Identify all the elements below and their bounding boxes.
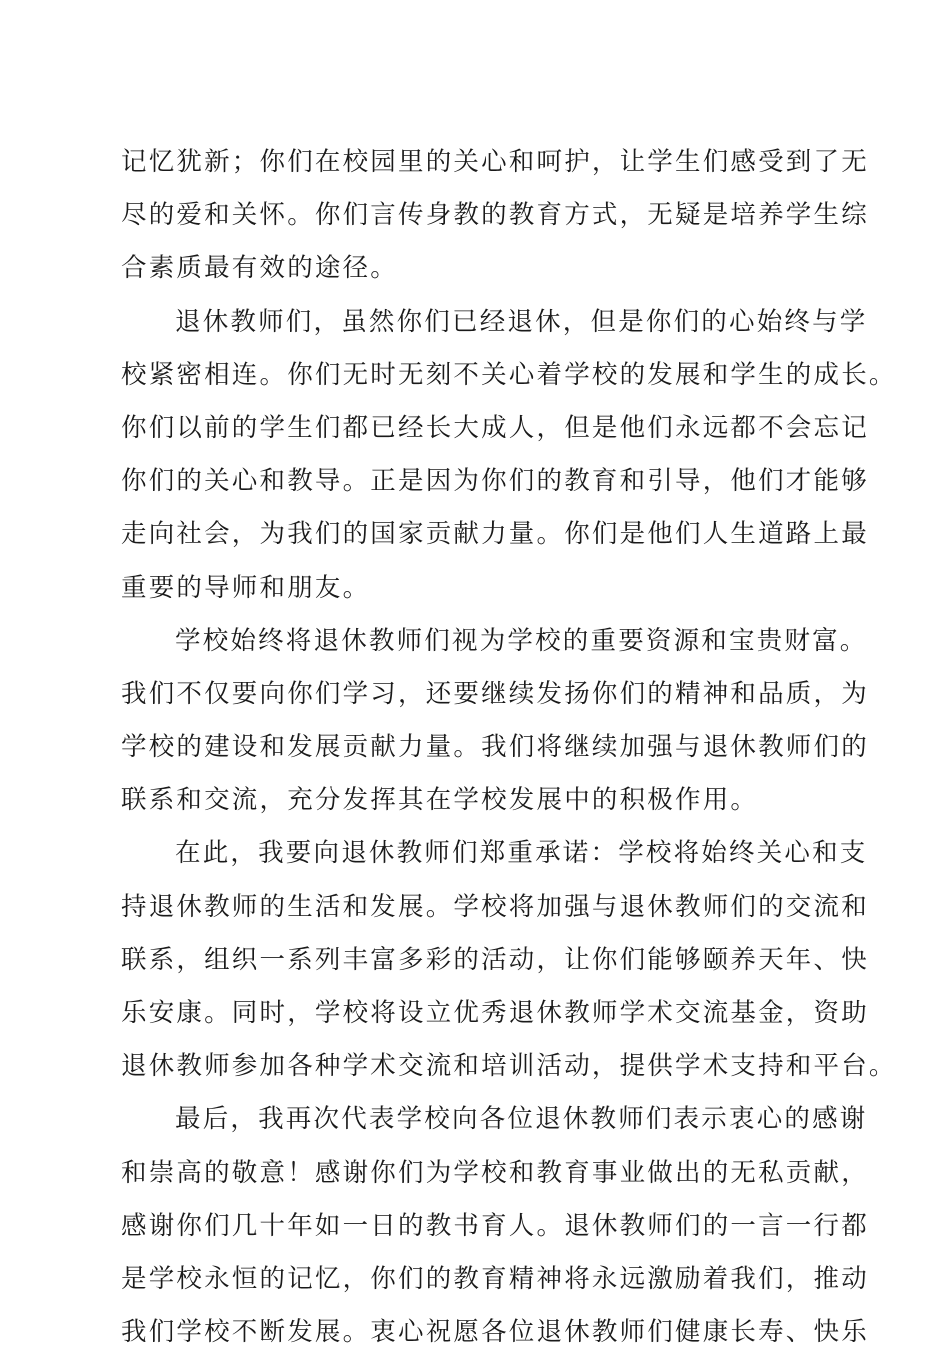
text-line: 我们学校不断发展。衷心祝愿各位退休教师们健康长寿、快乐 [121, 1317, 869, 1348]
text-line: 校紧密相连。你们无时无刻不关心着学校的发展和学生的成长。 [121, 359, 897, 390]
text-line: 重要的导师和朋友。 [121, 572, 371, 603]
paragraph-first-line: 在此，我要向退休教师们郑重承诺：学校将始终关心和支 [175, 838, 868, 869]
text-line: 退休教师参加各种学术交流和培训活动，提供学术支持和平台。 [121, 1051, 897, 1082]
text-line: 我们不仅要向你们学习，还要继续发扬你们的精神和品质，为 [121, 678, 869, 709]
text-line: 联系，组织一系列丰富多彩的活动，让你们能够颐养天年、快 [121, 944, 869, 975]
paragraph-first-line: 退休教师们，虽然你们已经退休，但是你们的心始终与学 [175, 306, 868, 337]
text-line: 尽的爱和关怀。你们言传身教的教育方式，无疑是培养学生综 [121, 200, 869, 231]
text-line: 合素质最有效的途径。 [121, 253, 399, 284]
text-line: 记忆犹新；你们在校园里的关心和呵护，让学生们感受到了无 [121, 147, 869, 177]
document-body-text [121, 136, 897, 1359]
text-line: 学校的建设和发展贡献力量。我们将继续加强与退休教师们的 [121, 732, 869, 763]
text-line: 你们以前的学生们都已经长大成人，但是他们永远都不会忘记 [121, 412, 869, 443]
text-line: 联系和交流，充分发挥其在学校发展中的积极作用。 [121, 785, 759, 816]
text-line: 是学校永恒的记忆，你们的教育精神将永远激励着我们，推动 [121, 1263, 869, 1294]
text-line: 和崇高的敬意！感谢你们为学校和教育事业做出的无私贡献， [121, 1157, 869, 1188]
text-line: 感谢你们几十年如一日的教书育人。退休教师们的一言一行都 [121, 1210, 869, 1241]
text-line: 持退休教师的生活和发展。学校将加强与退休教师们的交流和 [121, 891, 869, 922]
text-line: 你们的关心和教导。正是因为你们的教育和引导，他们才能够 [121, 466, 869, 497]
text-line: 走向社会，为我们的国家贡献力量。你们是他们人生道路上最 [121, 519, 869, 550]
paragraph-first-line: 学校始终将退休教师们视为学校的重要资源和宝贵财富。 [175, 625, 868, 656]
paragraph-first-line: 最后，我再次代表学校向各位退休教师们表示衷心的感谢 [175, 1104, 868, 1135]
text-line: 乐安康。同时，学校将设立优秀退休教师学术交流基金，资助 [121, 998, 869, 1028]
